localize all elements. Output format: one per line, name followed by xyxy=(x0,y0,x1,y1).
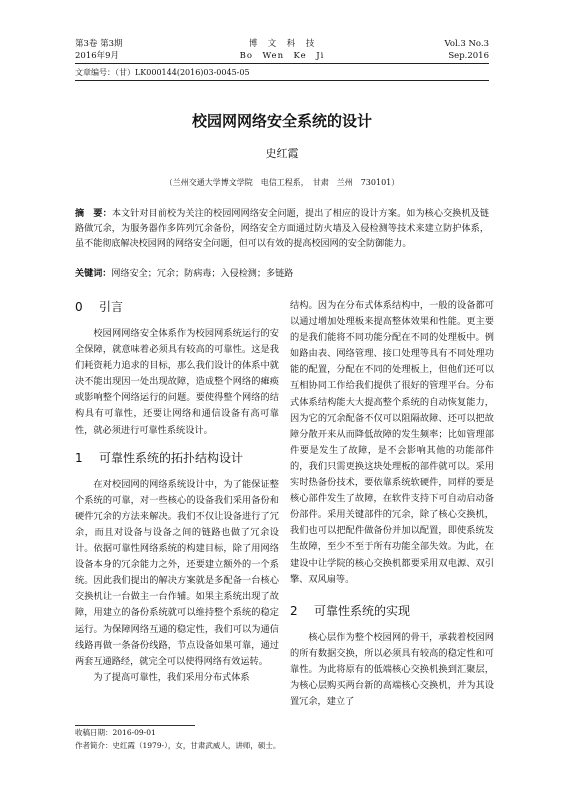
received-date: 收稿日期：2016-09-01 xyxy=(75,728,156,737)
section-title: 引言 xyxy=(99,300,124,314)
section-title: 可靠性系统的实现 xyxy=(314,603,411,618)
paragraph: 结构。因为在分布式体系结构中，一般的设备都可以通过增加处理板来提高整体效果和性能。更主要的是我们能将不同功能分配在不同的处理板中。例如路由表、网络管理、接口处理等具有不同处理功能的配置，分配在不同的处理板上，但他们还可以互相协同工作给我们提供了很好的管理平台。分布式体系结构能大大提高整个系统的自动恢复能力，因为它的冗余配备不仅可以阻隔故障、还可以把故障分散开来从而降低故障的发生频率；比如管理部件要是发生了故障，是不会影响其他的功能部件的，我们只需更换这块处理板的部件就可以。采用实时热备份技术，要依靠系统软硬件，同样的要是核心部件发生了故障，在软件支持下可自动启动备份部件。采用关键部件的冗余，除了核心交换机，我们也可以把配件做备份并加以配置，即使系统发生故障，至少不至于所有功能全部失效。为此，在建设中让学院的核心交换机都要采用双电源、双引擎、双风扇等。 xyxy=(290,300,494,585)
volume-issue: 第3卷 第3期 xyxy=(75,39,123,49)
abstract-text: 本文针对目前校为关注的校园网网络安全问题，提出了相应的设计方案。如为核心交换机及链路做冗余，为服务器作多阵列冗余备份，网络安全方面通过防火墙及入侵检测等技术来建立防护体系，虽不能彻底解决校园网的网络安全问题，但可以有效的提高校园网的安全防御能力。 xyxy=(75,209,489,249)
left-column xyxy=(75,298,279,686)
keywords-text: 网络安全；冗余；防病毒；入侵检测；多链路 xyxy=(111,269,294,279)
paper-title: 校园网网络安全系统的设计 xyxy=(191,112,372,130)
author-name: 史红霞 xyxy=(265,147,299,160)
section-heading-0 xyxy=(75,298,279,316)
section-number: 2 xyxy=(290,603,298,618)
abstract xyxy=(75,206,489,252)
journal-name-pinyin: Bo Wen Ke Ji xyxy=(239,51,325,61)
running-header xyxy=(75,38,489,70)
header-rule xyxy=(75,63,489,64)
keywords-label: 关键词： xyxy=(75,268,112,279)
journal-name: 博 文 科 技 xyxy=(248,39,316,49)
author-affiliation: （兰州交通大学博文学院 电信工程系， 甘肃 兰州 730101） xyxy=(164,178,400,187)
article-number-rule xyxy=(75,80,489,81)
section-number: 0 xyxy=(75,300,83,314)
abstract-label: 摘 要： xyxy=(75,208,112,219)
footnote xyxy=(75,726,315,752)
section-title: 可靠性系统的拓扑结构设计 xyxy=(99,450,244,465)
article-number: 文章编号：（甘）LK000144(2016)03-0045-05 xyxy=(75,68,250,77)
paragraph: 为了提高可靠性，我们采用分布式体系 xyxy=(93,671,250,683)
section-heading-2 xyxy=(290,602,494,620)
header-right xyxy=(444,38,489,62)
paragraph: 校园网网络安全体系作为校园网系统运行的安全保障，就意味着必须具有较高的可靠性。这是我们耗资耗力追求的目标，那么我们设计的体系中就决不能出现因一处出现故障，造成整个网络的瘫痪或影响整个网络运行的问题。要使得整个网络的结构具有可靠性，还要让网络和通信设备有高可靠性，就必须进行可靠性系统设计。 xyxy=(75,328,279,436)
pub-date: 2016年9月 xyxy=(75,51,120,61)
pub-date-en: Sep.2016 xyxy=(448,51,489,61)
paragraph: 在对校园网的网络系统设计中，为了能保证整个系统的可靠，对一些核心的设备我们采用备份和硬件冗余的方法来解决。我们不仅让设备进行了冗余，而且对设备与设备之间的链路也做了冗余设计。依据可靠性网络系统的构建目标，除了用网络设备本身的冗余能力之外，还要建立额外的一个系统。因此我们提出的解决方案就是多配备一台核心交换机让一台做主一台作辅。如果主系统出现了故障，用建立的备份系统就可以维持整个系统的稳定运行。为保障网络互通的稳定性，我们可以为通信线路再做一条备份线路，节点设备如果可靠，通过两套互通路经，就完全可以使得网络有效运转。 xyxy=(75,478,279,667)
section-heading-1 xyxy=(75,449,279,467)
right-column xyxy=(290,298,494,710)
author-bio: 作者简介：史红霞（1979-），女，甘肃武威人，讲师，硕士。 xyxy=(75,741,281,750)
paragraph: 核心层作为整个校园网的骨干，承载着校园网的所有数据交换，所以必须具有较高的稳定性和可靠性。为此将原有的低端核心交换机换到汇聚层，为核心层购买两台新的高端核心交换机，并为其设置冗余，建立了 xyxy=(290,631,494,708)
volume-issue-en: Vol.3 No.3 xyxy=(444,39,489,49)
keywords xyxy=(75,266,489,282)
section-number: 1 xyxy=(75,450,83,465)
header-center xyxy=(75,38,489,62)
